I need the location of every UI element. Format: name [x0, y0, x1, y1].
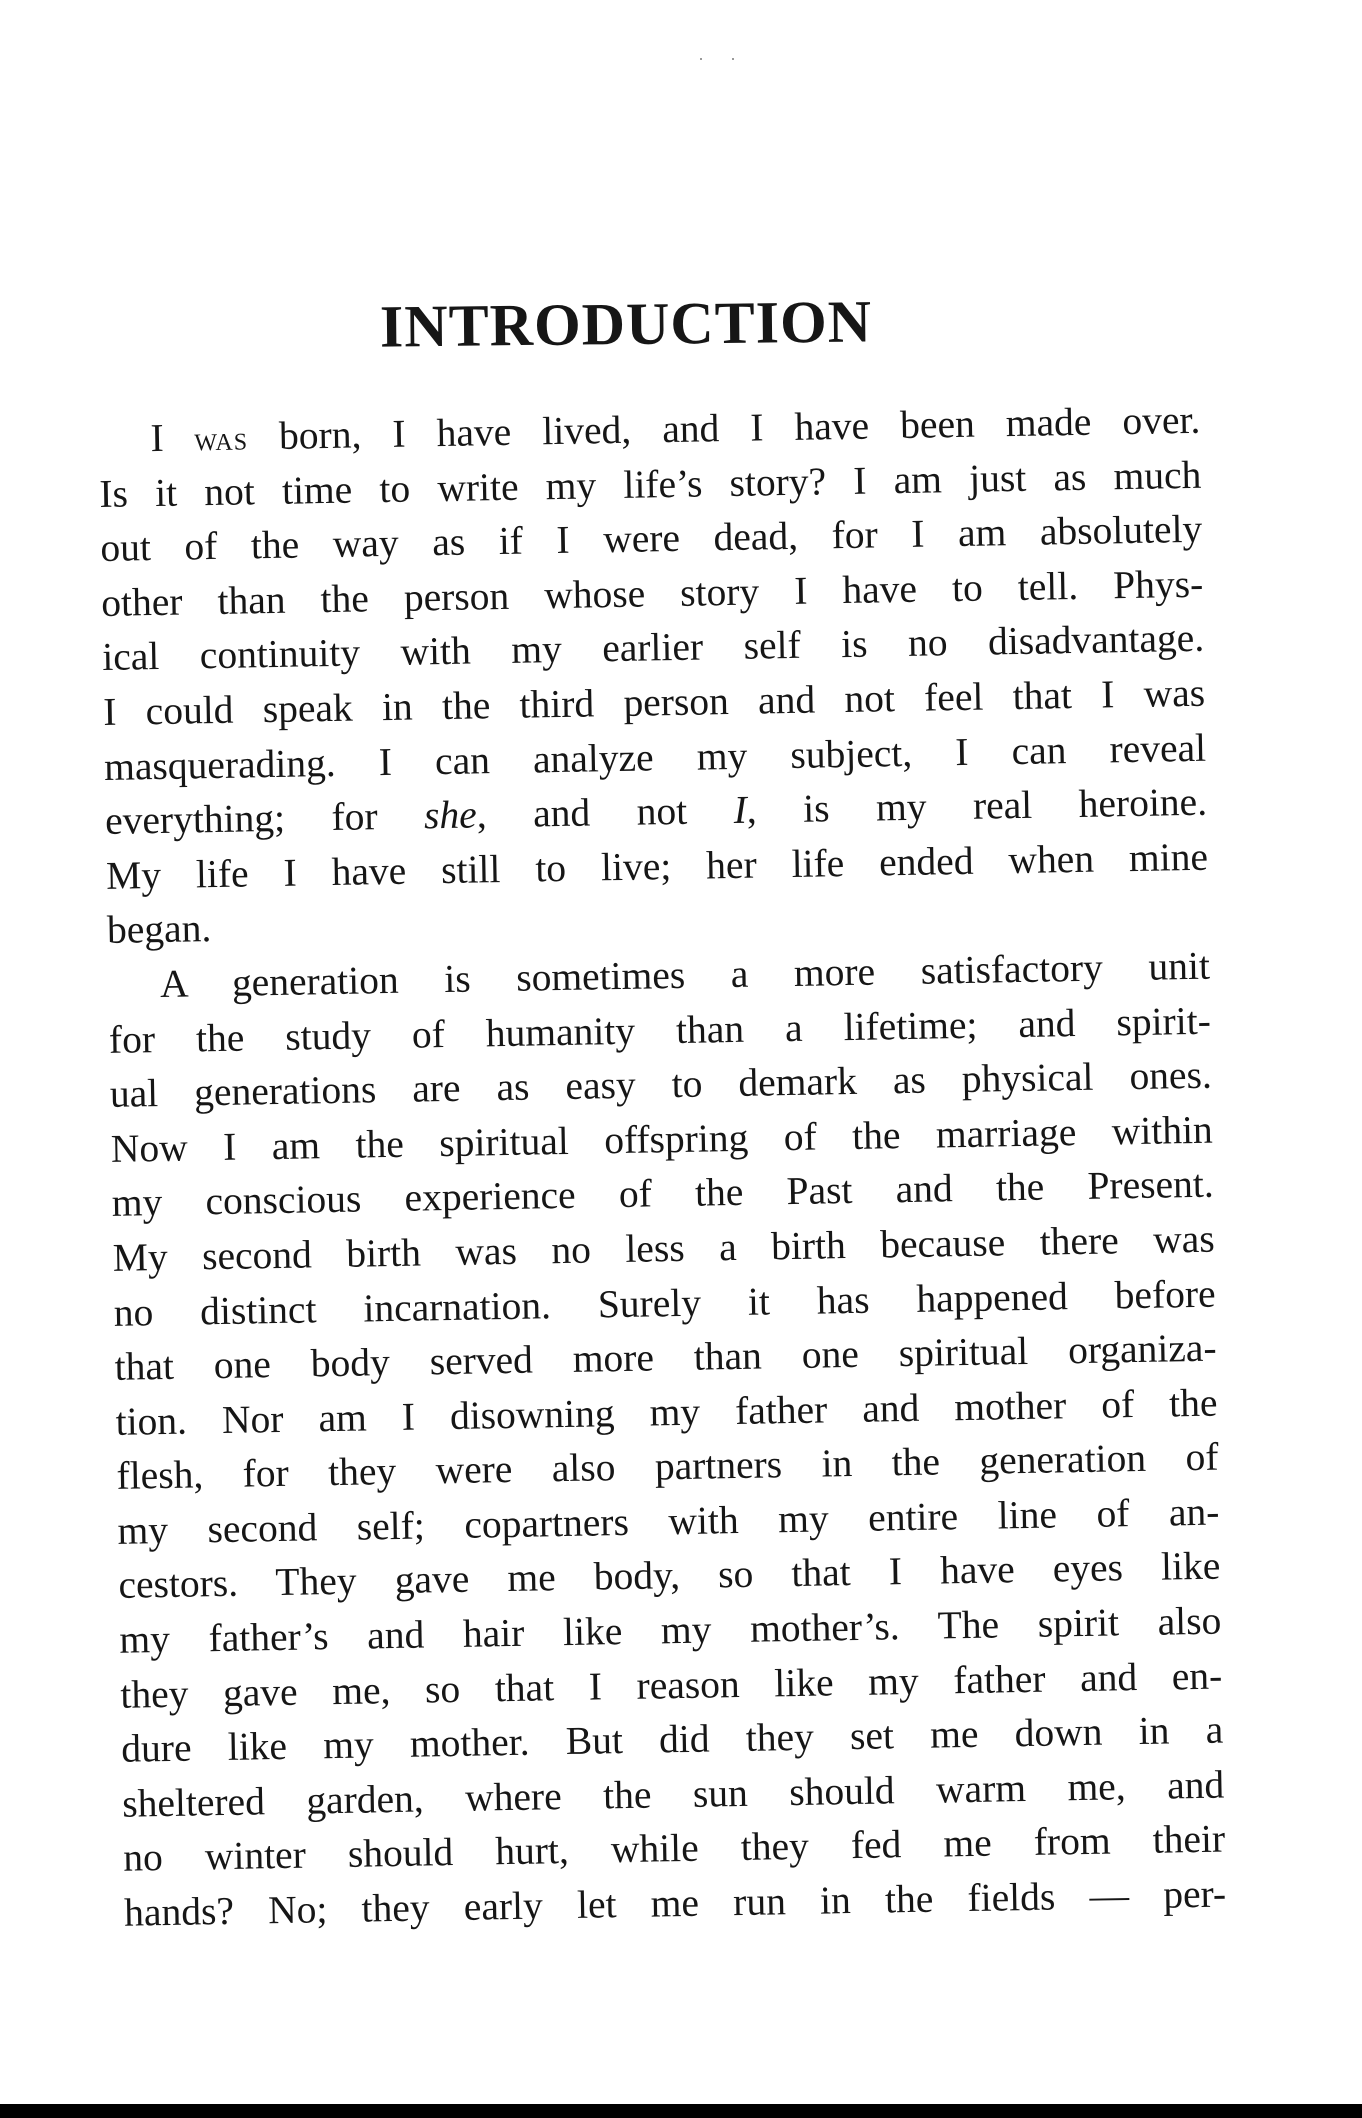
text-line: Is it not time to write my life’s story? I am just as much	[99, 452, 1202, 516]
text-line: My second birth was no less a birth because there was	[112, 1216, 1215, 1280]
text-line: my conscious experience of the Past and the Present.	[111, 1161, 1215, 1226]
text-line: A generation is sometimes a more satisfactory unit	[159, 943, 1211, 1006]
text-line: they gave me, so that I reason like my father and en-	[120, 1653, 1223, 1717]
text-line: Now I am the spiritual offspring of the marriage within	[110, 1107, 1214, 1171]
text-line: my father’s and hair like my mother’s. The spirit also	[119, 1598, 1222, 1662]
text-line: no distinct incarnation. Surely it has happened before	[113, 1271, 1216, 1335]
text-line: ical continuity with my earlier self is no disadvantage.	[101, 616, 1205, 680]
text-line: I was born, I have lived, and I have been made over.	[150, 397, 1201, 461]
scan-border	[0, 2104, 1362, 2118]
chapter-heading: INTRODUCTION	[379, 288, 873, 360]
text-line: tion. Nor am I disowning my father and mother of the	[115, 1380, 1218, 1444]
text-line: sheltered garden, where the sun should warm me, and	[121, 1762, 1225, 1826]
text-line: masquerading. I can analyze my subject, I can reveal	[103, 725, 1207, 789]
text-line: dure like my mother. But did they set me down in a	[120, 1707, 1224, 1772]
text-line: began.	[106, 906, 212, 953]
text-line: my second self; copartners with my entire line of an-	[117, 1489, 1220, 1553]
text-line: no winter should hurt, while they fed me from their	[122, 1816, 1226, 1881]
text-line: flesh, for they were also partners in the generation of	[116, 1434, 1219, 1499]
text-line: for the study of humanity than a lifetime; and spirit-	[108, 998, 1212, 1062]
text-line: that one body served more than one spiritual organiza-	[114, 1325, 1217, 1389]
text-line: hands? No; they early let me run in the fields — per-	[123, 1871, 1227, 1935]
paper-speck	[700, 58, 702, 60]
text-line: ual generations are as easy to demark as physical ones.	[109, 1052, 1213, 1117]
body-text	[98, 393, 1227, 1941]
paper-speck	[732, 58, 734, 60]
text-line: other than the person whose story I have to tell. Phys-	[100, 561, 1204, 625]
text-line: out of the way as if I were dead, for I am absolutely	[99, 506, 1203, 571]
text-line: I could speak in the third person and not feel that I was	[102, 670, 1206, 734]
text-line: My life I have still to live; her life ended when mine	[105, 834, 1209, 898]
text-line: everything; for she, and not I, is my real heroine.	[104, 779, 1208, 844]
text-line: cestors. They gave me body, so that I have eyes like	[118, 1544, 1221, 1608]
